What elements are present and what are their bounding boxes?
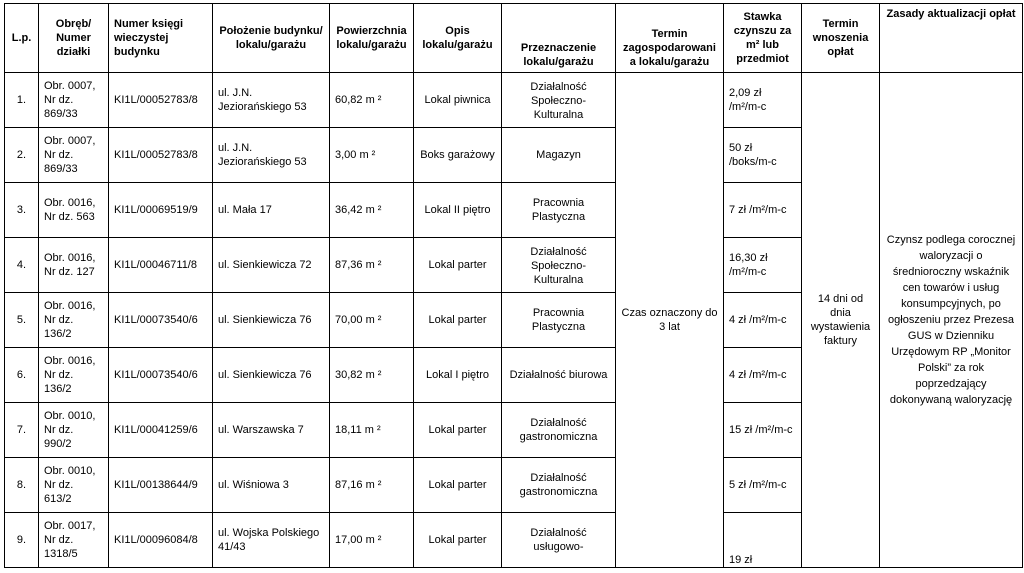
cell-kw bbox=[109, 348, 213, 403]
cell-kw-text: KI1L/00052783/8 bbox=[114, 149, 198, 161]
cell-termin-zagospodarowania: Czas oznaczony do 3 lat bbox=[616, 73, 724, 568]
cell-przeznaczenie-text: Działalność Społeczno-Kulturalna bbox=[530, 81, 587, 120]
cell-przeznaczenie bbox=[502, 73, 616, 128]
cell-polozenie bbox=[213, 458, 330, 513]
cell-kw bbox=[109, 128, 213, 183]
cell-polozenie-text: ul. Warszawska 7 bbox=[218, 424, 304, 436]
cell-przeznaczenie-text: Pracownia Plastyczna bbox=[531, 197, 586, 223]
cell-lp bbox=[5, 183, 39, 238]
cell-lp-text: 2. bbox=[16, 149, 27, 161]
cell-kw bbox=[109, 513, 213, 568]
cell-stawka-text: 50 zł /boks/m-c bbox=[729, 142, 777, 168]
cell-lp-text: 6. bbox=[16, 369, 27, 381]
cell-powierzchnia-text: 17,00 m ² bbox=[335, 534, 382, 546]
cell-powierzchnia bbox=[330, 238, 414, 293]
cell-powierzchnia bbox=[330, 458, 414, 513]
cell-stawka-text: 15 zł /m²/m-c bbox=[729, 424, 793, 436]
cell-lp-text: 5. bbox=[16, 314, 27, 326]
cell-termin-wnoszenia: 14 dni od dnia wystawienia faktury bbox=[802, 73, 880, 568]
cell-stawka bbox=[724, 128, 802, 183]
cell-obreb-text: Obr. 0016, Nr dz. 136/2 bbox=[44, 300, 96, 340]
cell-polozenie-text: ul. J.N. Jeziorańskiego 53 bbox=[218, 87, 307, 113]
cell-obreb-text: Obr. 0007, Nr dz. 869/33 bbox=[44, 135, 96, 175]
cell-opis-text: Lokal piwnica bbox=[424, 94, 491, 106]
cell-obreb bbox=[39, 348, 109, 403]
cell-powierzchnia bbox=[330, 73, 414, 128]
cell-obreb bbox=[39, 458, 109, 513]
table-row bbox=[5, 73, 1023, 128]
cell-powierzchnia bbox=[330, 403, 414, 458]
cell-obreb-text: Obr. 0010, Nr dz. 613/2 bbox=[44, 465, 96, 505]
cell-powierzchnia-text: 87,16 m ² bbox=[335, 479, 382, 491]
cell-kw-text: KI1L/00073540/6 bbox=[114, 369, 198, 381]
cell-stawka bbox=[724, 293, 802, 348]
cell-kw-text: KI1L/00046711/8 bbox=[114, 259, 197, 271]
cell-przeznaczenie bbox=[502, 403, 616, 458]
cell-powierzchnia-text: 3,00 m ² bbox=[335, 149, 376, 161]
cell-przeznaczenie bbox=[502, 458, 616, 513]
cell-przeznaczenie bbox=[502, 238, 616, 293]
cell-lp-text: 9. bbox=[16, 534, 27, 546]
cell-polozenie bbox=[213, 403, 330, 458]
cell-stawka bbox=[724, 348, 802, 403]
cell-stawka bbox=[724, 183, 802, 238]
cell-obreb-text: Obr. 0016, Nr dz. 136/2 bbox=[44, 355, 96, 395]
header-stawka: Stawka czynszu za m² lub przedmiot bbox=[724, 4, 802, 73]
cell-stawka-text: 19 zł bbox=[729, 554, 753, 566]
cell-powierzchnia-text: 36,42 m ² bbox=[335, 204, 382, 216]
cell-kw bbox=[109, 403, 213, 458]
header-polozenie: Położenie budynku/ lokalu/garażu bbox=[213, 4, 330, 73]
cell-obreb-text: Obr. 0007, Nr dz. 869/33 bbox=[44, 80, 96, 120]
cell-polozenie bbox=[213, 238, 330, 293]
cell-opis bbox=[414, 458, 502, 513]
cell-powierzchnia bbox=[330, 183, 414, 238]
cell-opis bbox=[414, 513, 502, 568]
cell-przeznaczenie bbox=[502, 293, 616, 348]
cell-przeznaczenie bbox=[502, 348, 616, 403]
cell-obreb-text: Obr. 0017, Nr dz. 1318/5 bbox=[44, 520, 96, 560]
cell-stawka bbox=[724, 513, 802, 568]
cell-przeznaczenie bbox=[502, 128, 616, 183]
cell-lp-text: 7. bbox=[16, 424, 27, 436]
cell-lp bbox=[5, 73, 39, 128]
cell-stawka bbox=[724, 238, 802, 293]
cell-przeznaczenie-text: Magazyn bbox=[536, 149, 581, 161]
cell-przeznaczenie bbox=[502, 183, 616, 238]
header-kw: Numer księgi wieczystej budynku bbox=[109, 4, 213, 73]
cell-kw bbox=[109, 183, 213, 238]
cell-przeznaczenie-text: Działalność gastronomiczna bbox=[519, 472, 598, 498]
cell-polozenie-text: ul. J.N. Jeziorańskiego 53 bbox=[218, 142, 307, 168]
header-zasady: Zasady aktualizacji opłat bbox=[880, 4, 1023, 73]
cell-polozenie-text: ul. Mała 17 bbox=[218, 204, 272, 216]
cell-obreb bbox=[39, 238, 109, 293]
cell-obreb-text: Obr. 0016, Nr dz. 563 bbox=[44, 197, 96, 223]
cell-przeznaczenie bbox=[502, 513, 616, 568]
cell-lp bbox=[5, 403, 39, 458]
cell-stawka-text: 2,09 zł /m²/m-c bbox=[729, 87, 767, 113]
cell-powierzchnia bbox=[330, 128, 414, 183]
cell-stawka bbox=[724, 458, 802, 513]
cell-lp-text: 1. bbox=[16, 94, 27, 106]
cell-obreb bbox=[39, 513, 109, 568]
cell-polozenie-text: ul. Sienkiewicza 76 bbox=[218, 369, 312, 381]
cell-polozenie bbox=[213, 73, 330, 128]
cell-kw-text: KI1L/00096084/8 bbox=[114, 534, 198, 546]
cell-opis-text: Lokal parter bbox=[428, 314, 487, 326]
header-termin-zagospodarowania: Termin zagospodarowania lokalu/garażu bbox=[616, 4, 724, 73]
cell-stawka-text: 4 zł /m²/m-c bbox=[729, 369, 787, 381]
cell-stawka-text: 16,30 zł /m²/m-c bbox=[729, 252, 768, 278]
cell-opis-text: Boks garażowy bbox=[420, 149, 495, 161]
cell-kw-text: KI1L/00138644/9 bbox=[114, 479, 198, 491]
cell-lp-text: 4. bbox=[16, 259, 27, 271]
cell-przeznaczenie-text: Pracownia Plastyczna bbox=[531, 307, 586, 333]
cell-obreb bbox=[39, 403, 109, 458]
cell-przeznaczenie-text: Działalność Społeczno-Kulturalna bbox=[530, 246, 587, 285]
cell-opis bbox=[414, 403, 502, 458]
cell-obreb-text: Obr. 0010, Nr dz. 990/2 bbox=[44, 410, 96, 450]
header-opis: Opis lokalu/garażu bbox=[414, 4, 502, 73]
cell-obreb bbox=[39, 128, 109, 183]
header-termin-wnoszenia: Termin wnoszenia opłat bbox=[802, 4, 880, 73]
cell-lp bbox=[5, 513, 39, 568]
header-row bbox=[5, 4, 1023, 73]
cell-stawka-text: 4 zł /m²/m-c bbox=[729, 314, 787, 326]
cell-kw bbox=[109, 73, 213, 128]
cell-stawka bbox=[724, 403, 802, 458]
cell-opis-text: Lokal parter bbox=[428, 424, 487, 436]
cell-przeznaczenie-text: Działalność biurowa bbox=[509, 369, 608, 381]
table-body bbox=[5, 73, 1023, 568]
cell-powierzchnia-text: 87,36 m ² bbox=[335, 259, 382, 271]
cell-kw bbox=[109, 293, 213, 348]
cell-lp-text: 3. bbox=[16, 204, 27, 216]
cell-polozenie bbox=[213, 513, 330, 568]
cell-polozenie-text: ul. Wojska Polskiego 41/43 bbox=[218, 527, 320, 553]
cell-stawka-text: 7 zł /m²/m-c bbox=[729, 204, 787, 216]
header-lp: L.p. bbox=[5, 4, 39, 73]
cell-lp bbox=[5, 128, 39, 183]
cell-przeznaczenie-text: Działalność gastronomiczna bbox=[519, 417, 598, 443]
cell-polozenie bbox=[213, 348, 330, 403]
cell-stawka bbox=[724, 73, 802, 128]
cell-opis-text: Lokal parter bbox=[428, 534, 487, 546]
cell-opis-text: Lokal parter bbox=[428, 479, 487, 491]
cell-opis bbox=[414, 348, 502, 403]
cell-opis-text: Lokal parter bbox=[428, 259, 487, 271]
cell-powierzchnia-text: 30,82 m ² bbox=[335, 369, 382, 381]
header-przeznaczenie: Przeznaczenie lokalu/garażu bbox=[502, 4, 616, 73]
cell-opis bbox=[414, 128, 502, 183]
cell-opis-text: Lokal I piętro bbox=[426, 369, 489, 381]
cell-kw-text: KI1L/00041259/6 bbox=[114, 424, 198, 436]
cell-opis bbox=[414, 183, 502, 238]
cell-powierzchnia-text: 18,11 m ² bbox=[335, 424, 381, 436]
cell-lp bbox=[5, 238, 39, 293]
lease-table bbox=[4, 3, 1023, 568]
cell-powierzchnia-text: 60,82 m ² bbox=[335, 94, 382, 106]
cell-polozenie bbox=[213, 128, 330, 183]
cell-opis-text: Lokal II piętro bbox=[424, 204, 491, 216]
cell-polozenie bbox=[213, 183, 330, 238]
cell-kw-text: KI1L/00073540/6 bbox=[114, 314, 198, 326]
header-obreb: Obręb/ Numer działki bbox=[39, 4, 109, 73]
cell-lp-text: 8. bbox=[16, 479, 27, 491]
cell-kw bbox=[109, 458, 213, 513]
cell-opis bbox=[414, 73, 502, 128]
cell-polozenie-text: ul. Sienkiewicza 76 bbox=[218, 314, 312, 326]
cell-obreb-text: Obr. 0016, Nr dz. 127 bbox=[44, 252, 96, 278]
cell-przeznaczenie-text: Działalność usługowo- bbox=[530, 527, 587, 553]
cell-kw-text: KI1L/00069519/9 bbox=[114, 204, 198, 216]
cell-polozenie-text: ul. Sienkiewicza 72 bbox=[218, 259, 312, 271]
cell-lp bbox=[5, 458, 39, 513]
cell-zasady-aktualizacji: Czynsz podlega corocznej waloryzacji o średnioroczny wskaźnik cen towarów i usług konsumpcyjnych, po ogłoszeniu przez Prezesa GUS w Dzienniku Urzędowym RP „Monitor Polski” za rok poprzedzający dokonywaną waloryzację bbox=[880, 73, 1023, 568]
cell-powierzchnia-text: 70,00 m ² bbox=[335, 314, 382, 326]
cell-powierzchnia bbox=[330, 348, 414, 403]
cell-polozenie bbox=[213, 293, 330, 348]
cell-opis bbox=[414, 293, 502, 348]
cell-lp bbox=[5, 293, 39, 348]
cell-stawka-text: 5 zł /m²/m-c bbox=[729, 479, 787, 491]
cell-polozenie-text: ul. Wiśniowa 3 bbox=[218, 479, 289, 491]
cell-lp bbox=[5, 348, 39, 403]
cell-obreb bbox=[39, 293, 109, 348]
cell-kw-text: KI1L/00052783/8 bbox=[114, 94, 198, 106]
header-powierzchnia: Powierzchnia lokalu/garażu bbox=[330, 4, 414, 73]
cell-obreb bbox=[39, 183, 109, 238]
cell-powierzchnia bbox=[330, 513, 414, 568]
cell-obreb bbox=[39, 73, 109, 128]
cell-kw bbox=[109, 238, 213, 293]
cell-opis bbox=[414, 238, 502, 293]
cell-powierzchnia bbox=[330, 293, 414, 348]
